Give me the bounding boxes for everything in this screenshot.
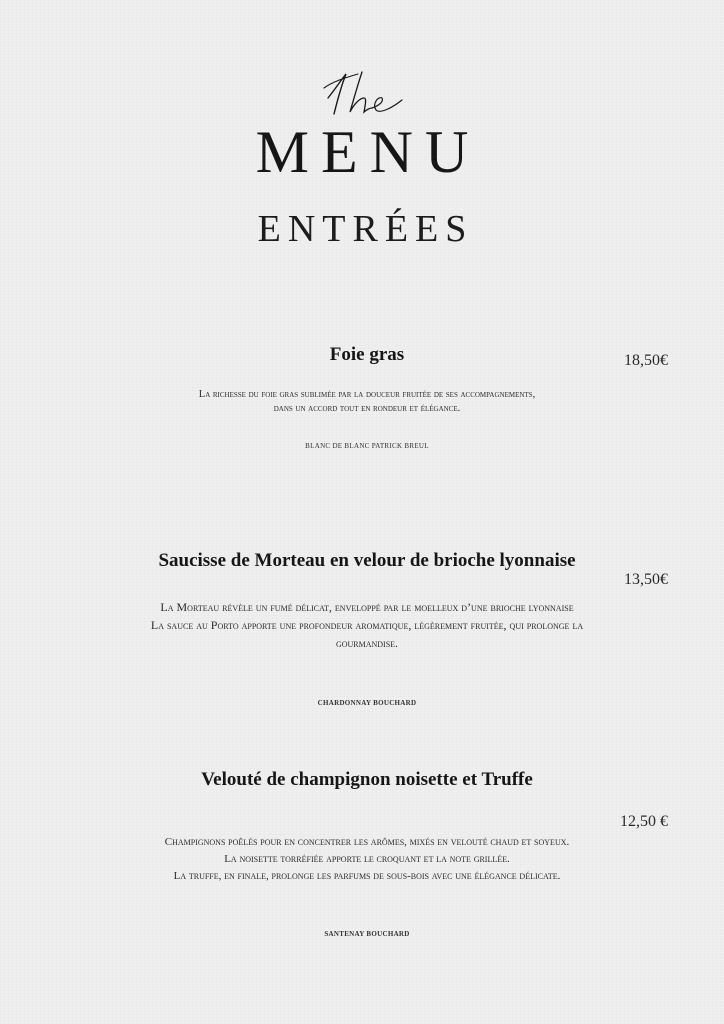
item-price: 18,50€ [624, 352, 668, 369]
description-line: La sauce au Porto apporte une profondeur aromatique, légèrement fruitée, qui prolonge la gourmandise. [150, 618, 584, 650]
script-the-lettering [322, 68, 412, 120]
description-line: La richesse du foie gras sublimée par la douceur fruitée de ses accompagnements, [198, 389, 536, 400]
item-description [132, 598, 602, 652]
description-line: Champignons poêlés pour en concentrer les arômes, mixés en velouté chaud et soyeux. [164, 836, 570, 848]
description-line: dans un accord tout en rondeur et élégance. [273, 403, 461, 414]
description-line: La Morteau révèle un fumé délicat, enveloppé par le moelleux d’une brioche lyonnaise [160, 600, 574, 614]
item-price: 13,50€ [624, 571, 668, 588]
description-line: La noisette torréfiée apporte le croquant et la note grillée. [224, 853, 510, 865]
wine-pairing: CHARDONNAY BOUCHARD [317, 699, 417, 707]
wine-pairing: SANTENAY BOUCHARD [324, 930, 410, 938]
section-title: ENTRÉES [257, 208, 474, 250]
menu-title: MENU [255, 119, 481, 185]
item-price: 12,50 € [620, 813, 668, 830]
description-line: La truffe, en finale, prolonge les parfums de sous-bois avec une élégance délicate. [173, 870, 561, 882]
item-description [132, 834, 602, 885]
item-name: Saucisse de Morteau en velour de brioche lyonnaise [158, 550, 576, 571]
wine-pairing: BLANC DE BLANC PATRICK BREUL [305, 442, 429, 450]
item-name: Velouté de champignon noisette et Truffe [201, 769, 533, 790]
item-name: Foie gras [329, 344, 405, 365]
item-description [132, 388, 602, 416]
